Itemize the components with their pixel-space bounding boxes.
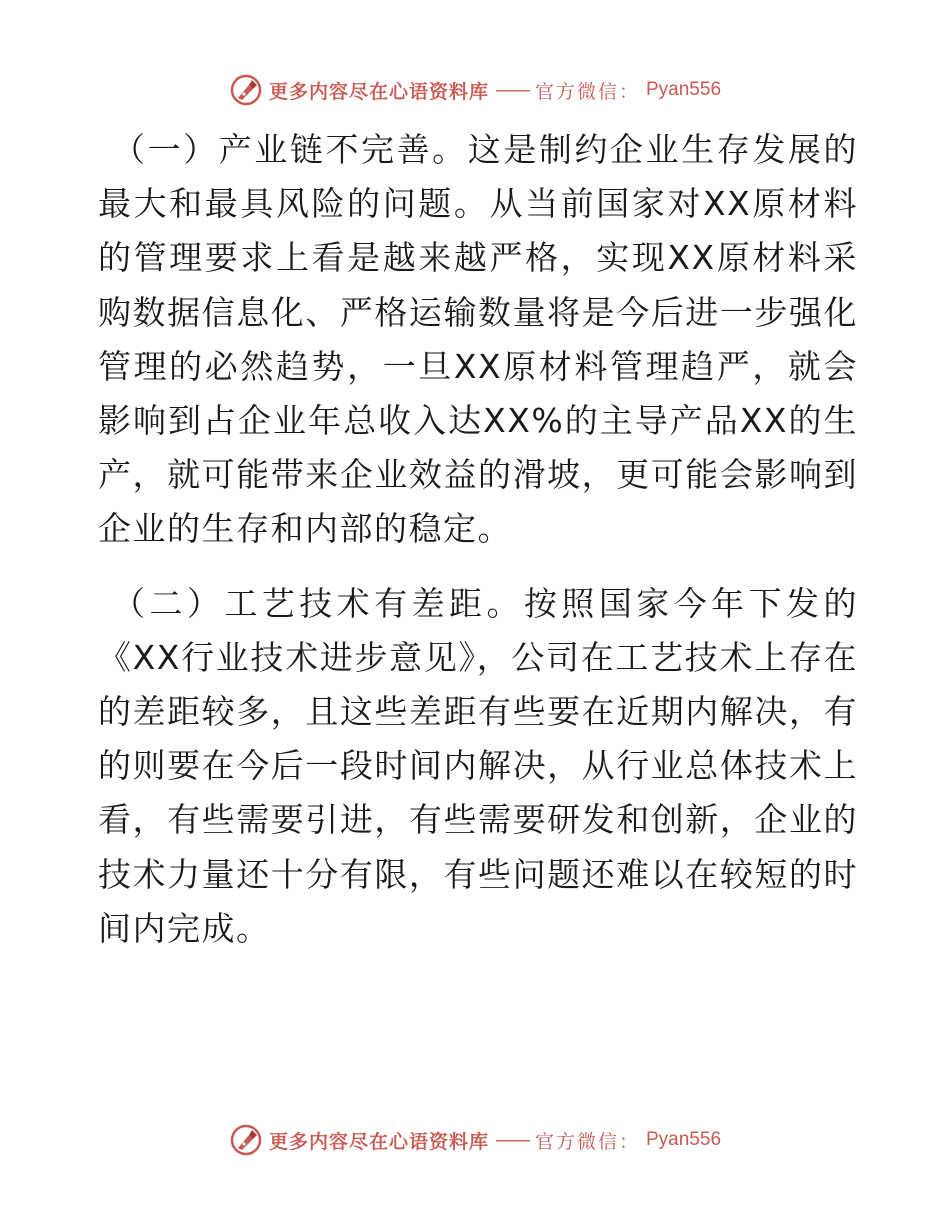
paragraph-industry-chain: （一）产业链不完善。这是制约企业生存发展的最大和最具风险的问题。从当前国家对XX原材料的管理要求上看是越来越严格，实现XX原材料采购数据信息化、严格运输数量将是今后进一步强化管理的必然趋势，一旦XX原材料管理趋严，就会影响到占企业年总收入达XX%的主导产品XX的生产，就可能带来企业效益的滑坡，更可能会影响到企业的生存和内部的稳定。 [98, 130, 858, 549]
pen-nib-logo-icon [229, 1123, 263, 1157]
header-banner-separator: —— [494, 79, 529, 101]
header-banner [0, 70, 950, 110]
header-wechat-id: Pyan556 [646, 79, 722, 100]
footer-banner-text: 更多内容尽在心语资料库 [268, 1130, 489, 1153]
footer-banner-separator: —— [494, 1129, 529, 1151]
pen-nib-logo-icon [229, 73, 263, 107]
document-body [98, 123, 858, 956]
footer-wechat-label: 官方微信： [534, 1130, 640, 1153]
footer-banner [0, 1120, 950, 1160]
header-wechat-label: 官方微信： [534, 80, 640, 103]
header-banner-text: 更多内容尽在心语资料库 [268, 80, 489, 103]
footer-wechat-id: Pyan556 [646, 1129, 722, 1150]
paragraph-process-technology: （二）工艺技术有差距。按照国家今年下发的《XX行业技术进步意见》，公司在工艺技术上存在的差距较多，且这些差距有些要在近期内解决，有的则要在今后一段时间内解决，从行业总体技术上看，有些需要引进，有些需要研发和创新，企业的技术力量还十分有限，有些问题还难以在较短的时间内完成。 [98, 583, 858, 948]
